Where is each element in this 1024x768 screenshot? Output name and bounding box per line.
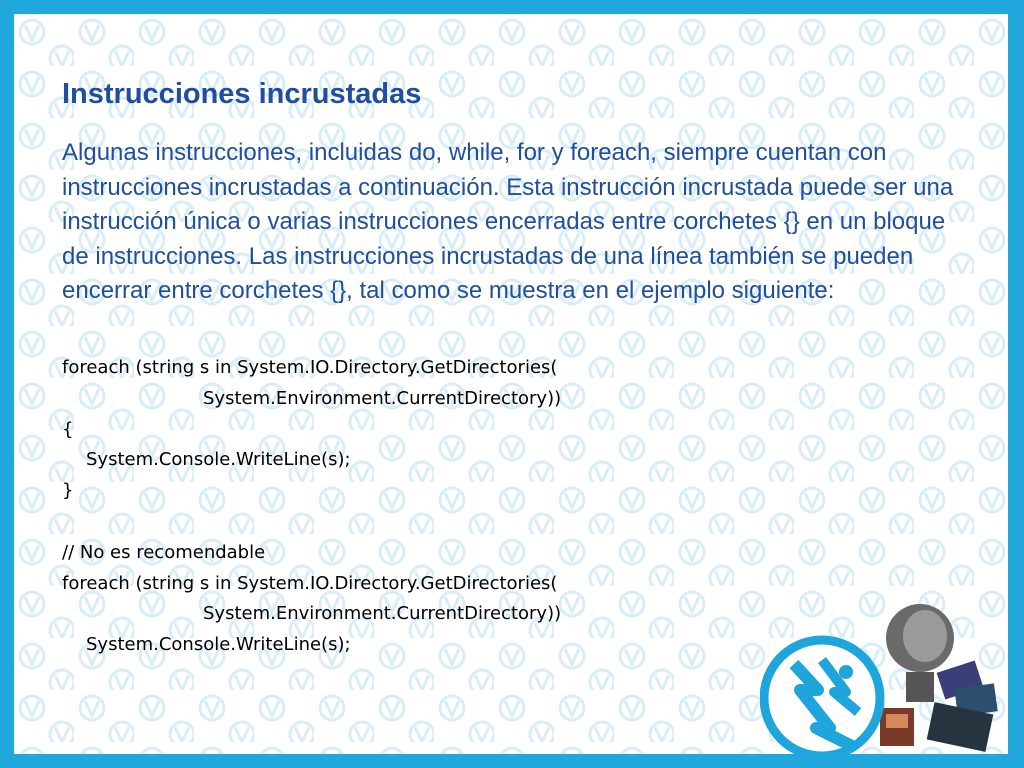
code-line: System.Console.WriteLine(s); — [86, 449, 351, 471]
code-line: foreach (string s in System.IO.Directory.GetDirectories( — [62, 572, 558, 594]
slide-title: Instrucciones incrustadas — [62, 78, 422, 110]
code-line — [62, 507, 561, 538]
code-example — [62, 353, 561, 661]
code-line: System.Environment.CurrentDirectory)) — [203, 387, 562, 409]
slide-content-panel — [14, 14, 1008, 754]
tech-collage-logo-icon — [760, 588, 1008, 754]
code-comment-line: // No es recomendable — [62, 541, 266, 563]
code-line: foreach (string s in System.IO.Directory.GetDirectories( — [62, 357, 558, 378]
slide-body-text: Algunas instrucciones, incluidas do, while, for y foreach, siempre cuentan con instrucciones incrustadas a continuación. Esta instrucción incrustada puede ser una instrucción única o varias instrucciones encerradas entre corchetes {} en un bloque de instrucciones. Las instrucciones incrustadas de una línea también se pueden encerrar entre corchetes {}, tal como se muestra en el ejemplo siguiente: — [62, 139, 954, 304]
code-line: } — [62, 480, 74, 502]
code-line: System.Console.WriteLine(s); — [86, 634, 351, 656]
code-line: { — [62, 418, 74, 440]
code-line: System.Environment.CurrentDirectory)) — [203, 603, 562, 625]
